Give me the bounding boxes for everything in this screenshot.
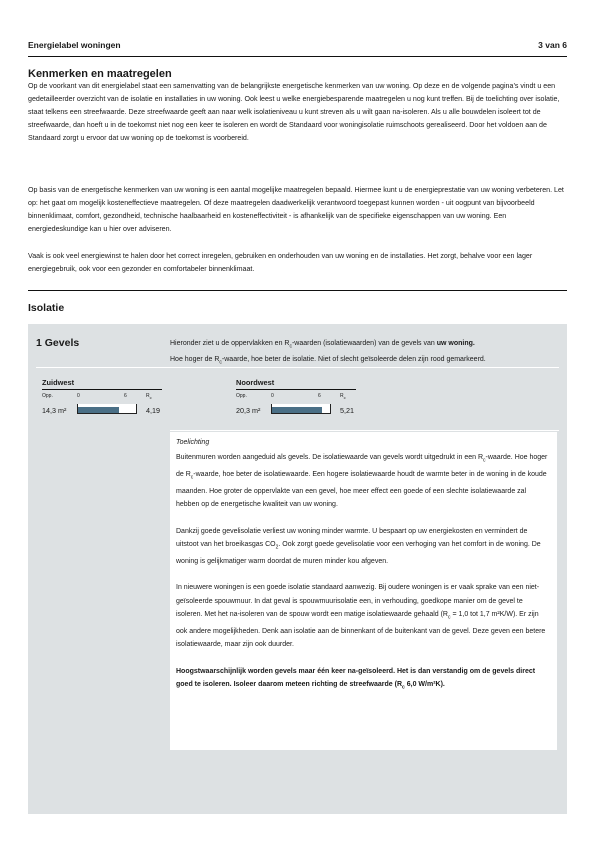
rc-sub: c (343, 395, 346, 400)
opp-label: Opp. (42, 393, 53, 399)
intro-text-b: -waarden (isolatiewaarden) van de gevels van (291, 340, 437, 347)
t-sub: c (483, 457, 486, 464)
t-p2a: Dankzij goede gevelisolatie verliest uw woning minder warmte. U bespaart op uw energiekosten en vermindert de uitstoot van het broeikasgas CO (176, 527, 528, 549)
header-rule (28, 56, 567, 57)
toelichting-advice (176, 665, 551, 695)
scale-min: 0 (77, 393, 80, 399)
t-p3a: In nieuwere woningen is een goede isolatie standaard aanwezig. Bij oudere woningen is er vaak sprake van een niet-geïsoleerde spouwmuur. In dat geval is spouwmuurisolatie een, in verhouding, goedkope manier om de gevel te isoleren. Met het na-isoleren van de spouw wordt een matige isolatiewaarde gehaald (R (176, 584, 540, 619)
document-title: Energielabel woningen (28, 40, 121, 50)
page-header (28, 40, 567, 54)
isolatie-title: Isolatie (28, 302, 65, 314)
rc-bar-fill (78, 407, 119, 413)
section-title: Kenmerken en maatregelen (28, 68, 172, 80)
toelichting-paragraph-2 (176, 525, 551, 569)
wall-rc-value: 5,21 (340, 406, 354, 415)
toelichting-separator (170, 430, 559, 431)
rc-label (146, 393, 152, 400)
t-p1b: -waarde. Hoe hoger de R (176, 454, 548, 479)
intro-bold: uw woning. (436, 340, 475, 347)
toelichting-paragraph-1 (176, 451, 551, 511)
panel-separator (36, 367, 559, 368)
t-p4b: 6,0 W/m²K). (404, 681, 445, 689)
rc-letter: R (340, 393, 344, 399)
intro-sub: c (289, 343, 292, 350)
rc-letter: R (146, 393, 150, 399)
wall-area: 20,3 m² (236, 406, 261, 415)
section-rule (28, 290, 567, 291)
toelichting-box (170, 432, 557, 750)
rc-bar-fill (272, 407, 322, 413)
wall-noordwest (236, 378, 371, 416)
t-p3b: = 1,0 tot 1,7 m²K/W). Er zijn ook andere mogelijkheden. Denk aan isolatie aan de binnenkant of de buitenkant van de gevel. Deze geven een betere isolatiewaarde, maar zijn ook duurder. (176, 611, 546, 649)
wall-axis-labels (42, 393, 177, 403)
t-p2b: . Ook zorgt goede gevelisolatie voor een verhoging van het comfort in de woning. De woning is gelijkmatiger warm doordat de muren minder kou afgeven. (176, 541, 541, 566)
gevels-intro (170, 337, 570, 370)
paragraph-installations: Vaak is ook veel energiewinst te halen door het correct inregelen, gebruiken en onderhouden van uw woning en de installaties. Het zorgt, behalve voor een lager energiegebruik, ook voor een gezonder en comfortabeler binnenklimaat. (28, 252, 533, 273)
rc-bar (77, 404, 137, 414)
intro-sub-2: c (219, 359, 222, 366)
wall-axis-labels (236, 393, 371, 403)
paragraph-measures: Op basis van de energetische kenmerken van uw woning is een aantal mogelijke maatregelen bepaald. Hiermee kunt u de energieprestatie van uw woning verbeteren. Let op: het gaat om mogelijk kosteneffectieve maatregelen. Of deze maatregelen daadwerkelijk verantwoord toegepast kunnen worden - uit oogpunt van bijvoorbeeld binnenklimaat, comfort, gezondheid, technische haalbaarheid en kosteneffectiviteit - is afhankelijk van de specifieke eigenschappen van uw woning. Een energiedeskundige kan u hier over adviseren. (28, 186, 564, 233)
wall-values (42, 404, 177, 416)
t-p1a: Buitenmuren worden aangeduid als gevels. De isolatiewaarde van gevels wordt uitgedrukt in een R (176, 454, 484, 462)
page-number: 3 van 6 (538, 40, 567, 50)
intro-text-a: Hieronder ziet u de oppervlakken en R (170, 340, 290, 347)
scale-max: 6 (124, 393, 127, 399)
wall-area: 14,3 m² (42, 406, 67, 415)
t-p4a: Hoogstwaarschijnlijk worden gevels maar één keer na-geïsoleerd. Het is dan verstandig om de gevels direct goed te isoleren. Isoleer daarom meteen richting de streefwaarde (R (176, 667, 536, 689)
t-sub: c (402, 684, 405, 691)
t-co2-sub: 2 (275, 544, 279, 551)
toelichting-paragraph-3 (176, 581, 551, 651)
wall-name: Zuidwest (42, 378, 162, 390)
wall-rc-value: 4,19 (146, 406, 160, 415)
opp-label: Opp. (236, 393, 247, 399)
gevels-panel (28, 324, 567, 814)
rc-label (340, 393, 346, 400)
wall-zuidwest (42, 378, 177, 416)
intro-text-d: -waarde, hoe beter de isolatie. Niet of slecht geïsoleerde delen zijn rood gemarkeerd. (221, 356, 486, 364)
wall-values (236, 404, 371, 416)
t-sub: c (190, 474, 194, 481)
intro-text-c: Hoe hoger de R (170, 356, 220, 364)
wall-name: Noordwest (236, 378, 356, 390)
rc-bar (271, 404, 331, 414)
scale-max: 6 (318, 393, 321, 399)
gevels-heading: 1 Gevels (36, 337, 80, 349)
paragraph-intro: Op de voorkant van dit energielabel staat een samenvatting van de belangrijkste energetische kenmerken van uw woning. Op deze en de volgende pagina’s vindt u een gedetailleerder overzicht van de isolatie en installaties in uw woning. Ook leest u welke energiebesparende maatregelen u nog kunt treffen. Bij de toelichting over isolatie, staat telkens een streefwaarde. Deze streefwaarde geeft aan naar welk isolatieniveau u kunt streven als u wilt gaan na-isoleren. Als u alle bouwdelen isoleert tot de streefwaarde, dan hoeft u in de toekomst niet nog een keer te isoleren en wordt de Standaard voor woningisolatie ruimschoots gerealiseerd. Door het voldoen aan de Standaard zorgt u ervoor dat uw woning op de toekomst is voorbereid. (28, 82, 560, 142)
t-sub: c (448, 614, 451, 621)
scale-min: 0 (271, 393, 274, 399)
toelichting-title: Toelichting (176, 439, 210, 446)
t-p1c: -waarde, hoe beter de isolatiewaarde. Een hogere isolatiewaarde houdt de warmte beter in de woning in de koude maanden. Hoe groter de oppervlakte van een gevel, hoe meer effect een goede of een slechte isolatiewaarde zal hebben op de energetische kwaliteit van uw woning. (176, 471, 547, 509)
rc-sub: c (149, 395, 152, 400)
